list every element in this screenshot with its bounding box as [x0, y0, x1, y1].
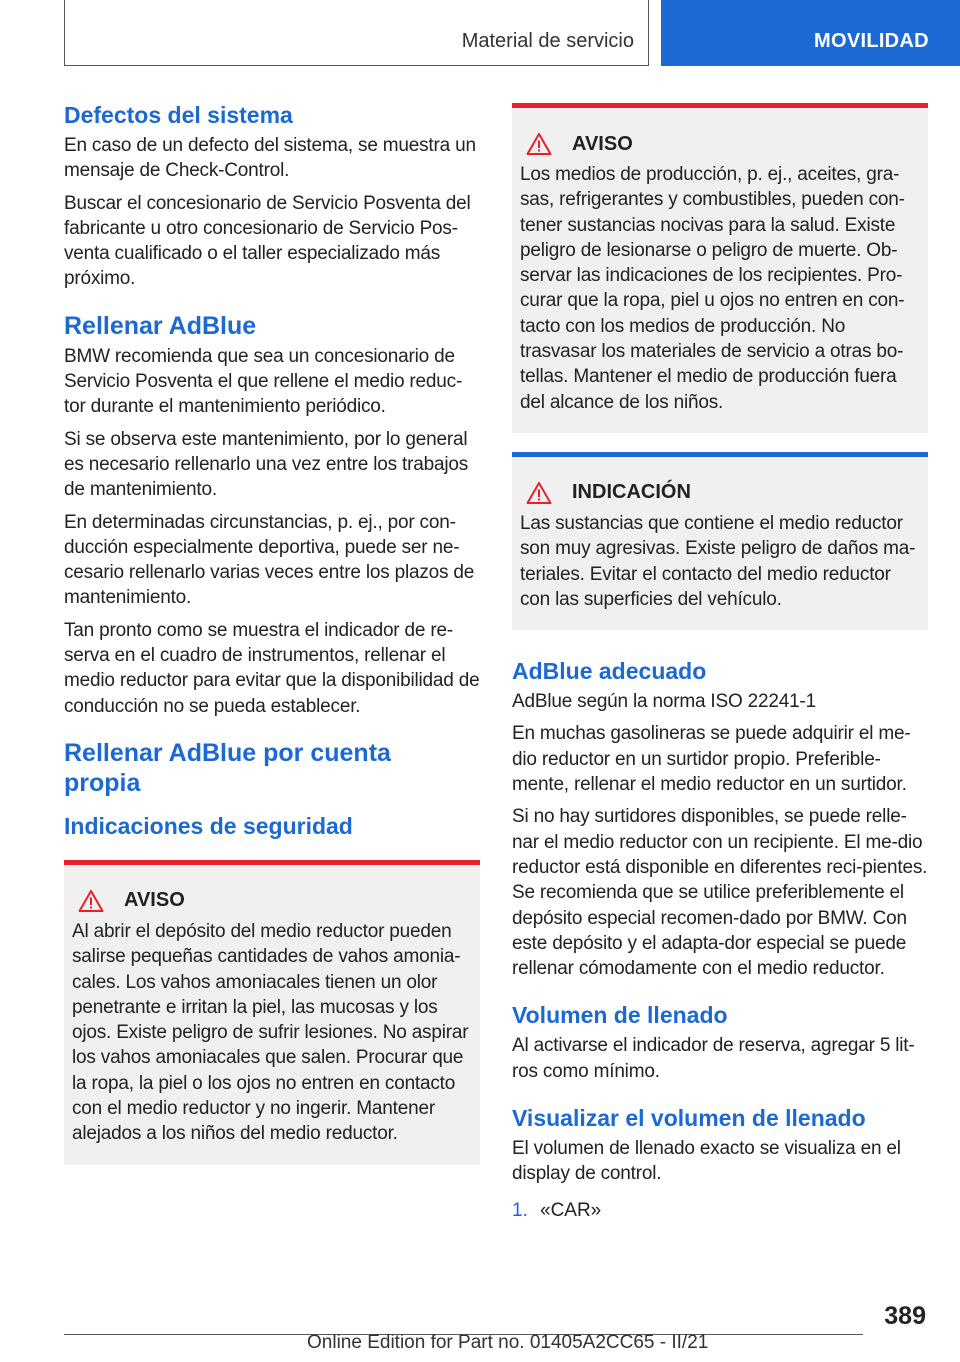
heading-seguridad: Indicaciones de seguridad — [64, 812, 353, 839]
warning-text: Los medios de producción, p. ej., aceites, gra-sas, refrigerantes y combustibles, pueden con-tener sustancias nocivas para la salud. Existe peligro de lesionarse o peligro de muerte. Ob-servar las indicaciones de los recipientes. Pro-curar que la ropa, piel u ojos no entren en con-tacto con los medios de producción. No trasvasar los materiales de servicio a otras bo-tellas. Mantener el medio de producción fuera del alcance de los niños. — [520, 164, 905, 413]
notice-text: Las sustancias que contiene el medio reductor son muy agresivas. Existe peligro de daños ma-teriales. Evitar el contacto del medio reductor con las superficies del vehículo. — [520, 512, 916, 610]
paragraph: BMW recomienda que sea un concesionario de Servicio Posventa el que rellene el medio reduc-tor durante el mantenimiento periódico. — [64, 345, 463, 418]
heading-volumen: Volumen de llenado — [512, 1002, 728, 1029]
paragraph: En muchas gasolineras se puede adquirir el me-dio reductor en un surtidor propio. Preferible-mente, rellenar el medio reductor en un surtidor. — [512, 723, 911, 796]
heading-rellenar-propia — [64, 738, 480, 798]
heading-defectos: Defectos del sistema — [64, 102, 293, 128]
footer-edition: Online Edition for Part no. 01405A2CC65 - II/21 — [307, 1332, 709, 1353]
paragraph: En determinadas circunstancias, p. ej., por con-ducción especialmente deportiva, puede ser ne-cesario rellenarlo varias veces entre los plazos de mantenimiento. — [64, 511, 475, 609]
warning-title: AVISO — [572, 132, 633, 155]
section-title: Material de servicio — [461, 30, 634, 52]
warning-triangle-icon — [526, 481, 552, 505]
step-number: 1. — [512, 1199, 528, 1221]
chapter-tab-label: MOVILIDAD — [814, 30, 929, 52]
heading-line: propia — [64, 768, 141, 797]
left-column — [64, 100, 480, 1165]
warning-text: Al abrir el depósito del medio reductor pueden salirse pequeñas cantidades de vahos amonia-cales. Los vahos amoniacales tienen un olor penetrante e irritan la piel, las mucosas y los ojos. Existe peligro de sufrir lesiones. No aspirar los vahos amoniacales que salen. Procurar que la ropa, la piel o los ojos no entren en contacto con el medio reductor y no ingerir. Mantener alejados a los niños del medio reductor. — [72, 920, 469, 1145]
heading-adblue-adecuado: AdBlue adecuado — [512, 658, 707, 685]
notice-box-indicacion — [512, 452, 928, 630]
heading-line: Rellenar AdBlue por cuenta — [64, 738, 391, 767]
step-text: «CAR» — [540, 1199, 602, 1221]
page-number: 389 — [884, 1302, 926, 1330]
paragraph: Si se observa este mantenimiento, por lo general es necesario rellenarlo una vez entre los trabajos de mantenimiento. — [64, 428, 469, 501]
warning-box-aviso — [64, 860, 480, 1165]
heading-rellenar-adblue: Rellenar AdBlue — [64, 311, 257, 340]
paragraph: Buscar el concesionario de Servicio Posventa del fabricante u otro concesionario de Servicio Pos-venta cualificado o el taller especializado más próximo. — [64, 192, 471, 290]
paragraph: Tan pronto como se muestra el indicador de re-serva en el cuadro de instrumentos, rellenar el medio reductor para evitar que la disponibilidad de conducción no se pueda establecer. — [64, 619, 480, 717]
warning-triangle-icon — [78, 889, 104, 913]
right-column — [512, 100, 928, 1223]
notice-title: INDICACIÓN — [572, 481, 691, 504]
paragraph: El volumen de llenado exacto se visualiza en el display de control. — [512, 1138, 901, 1185]
warning-triangle-icon — [526, 132, 552, 156]
warning-box-aviso — [512, 103, 928, 433]
heading-visualizar: Visualizar el volumen de llenado — [512, 1105, 866, 1132]
paragraph: Al activarse el indicador de reserva, agregar 5 lit-ros como mínimo. — [512, 1035, 915, 1082]
paragraph: Si no hay surtidores disponibles, se puede relle-nar el medio reductor con un recipiente. El me-dio reductor está disponible en diferentes reci-pientes. Se recomienda que se utilice preferiblemente el depósito especial recomen-dado por BMW. Con este depósito y el adapta-dor especial se puede rellenar cómodamente con el medio reductor. — [512, 806, 928, 980]
header-section-box — [64, 0, 649, 66]
chapter-tab[interactable] — [661, 0, 960, 66]
warning-title: AVISO — [124, 889, 185, 912]
step-item — [512, 1198, 928, 1223]
paragraph: AdBlue según la norma ISO 22241-1 — [512, 691, 816, 713]
paragraph: En caso de un defecto del sistema, se muestra un mensaje de Check-Control. — [64, 135, 476, 182]
